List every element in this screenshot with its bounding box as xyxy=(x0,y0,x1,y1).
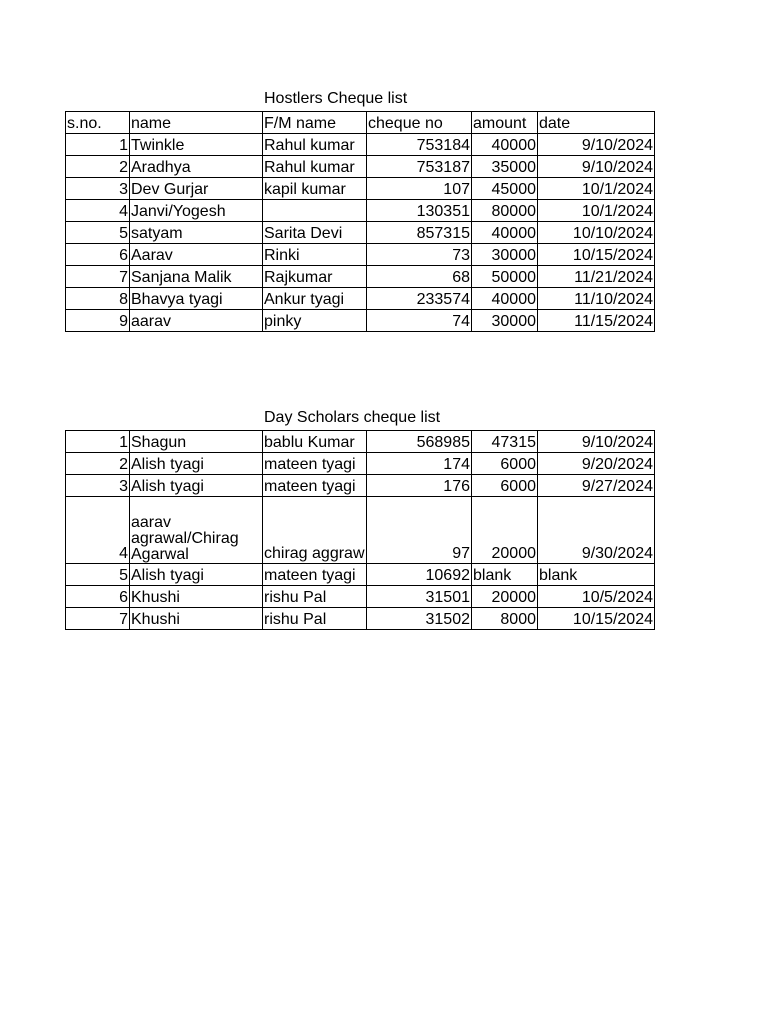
cell-amount[interactable]: 80000 xyxy=(472,200,538,222)
table-row xyxy=(66,200,655,222)
cell-fm-name[interactable]: Sarita Devi xyxy=(263,222,367,244)
cell-cheque-no[interactable]: 753184 xyxy=(367,134,472,156)
cell-sno[interactable]: 5 xyxy=(66,564,130,586)
cell-date[interactable]: 10/1/2024 xyxy=(538,178,655,200)
cell-name[interactable]: Alish tyagi xyxy=(130,564,263,586)
cell-fm-name[interactable]: mateen tyagi xyxy=(263,475,367,497)
cell-cheque-no[interactable]: 73 xyxy=(367,244,472,266)
cell-amount[interactable]: 6000 xyxy=(472,453,538,475)
cell-fm-name[interactable] xyxy=(263,200,367,222)
cell-amount[interactable]: blank xyxy=(472,564,538,586)
cell-name[interactable]: aarav agrawal/Chirag Agarwal xyxy=(130,497,263,564)
day-scholars-cheque-table xyxy=(65,430,655,630)
cell-amount[interactable]: 30000 xyxy=(472,310,538,332)
cell-sno[interactable]: 1 xyxy=(66,431,130,453)
cell-amount[interactable]: 50000 xyxy=(472,266,538,288)
cell-cheque-no[interactable]: 10692 xyxy=(367,564,472,586)
cell-fm-name[interactable]: kapil kumar xyxy=(263,178,367,200)
cell-name[interactable]: Janvi/Yogesh xyxy=(130,200,263,222)
cell-sno[interactable]: 9 xyxy=(66,310,130,332)
table-row xyxy=(66,497,655,564)
header-cheque-no[interactable]: cheque no xyxy=(367,112,472,134)
table-row xyxy=(66,431,655,453)
table-row xyxy=(66,134,655,156)
header-name[interactable]: name xyxy=(130,112,263,134)
hostlers-table-title: Hostlers Cheque list xyxy=(264,90,408,107)
cell-cheque-no[interactable]: 568985 xyxy=(367,431,472,453)
cell-amount[interactable]: 30000 xyxy=(472,244,538,266)
cell-name[interactable]: Shagun xyxy=(130,431,263,453)
cell-cheque-no[interactable]: 74 xyxy=(367,310,472,332)
cell-name[interactable]: Aarav xyxy=(130,244,263,266)
cell-cheque-no[interactable]: 31502 xyxy=(367,608,472,630)
cell-cheque-no[interactable]: 130351 xyxy=(367,200,472,222)
cell-name[interactable]: Bhavya tyagi xyxy=(130,288,263,310)
cell-date[interactable]: 11/10/2024 xyxy=(538,288,655,310)
cell-fm-name[interactable]: bablu Kumar xyxy=(263,431,367,453)
cell-fm-name[interactable]: Ankur tyagi xyxy=(263,288,367,310)
cell-fm-name[interactable]: chirag aggraw xyxy=(263,497,367,564)
cell-fm-name[interactable]: rishu Pal xyxy=(263,586,367,608)
cell-sno[interactable]: 8 xyxy=(66,288,130,310)
cell-amount[interactable]: 8000 xyxy=(472,608,538,630)
cell-sno[interactable]: 6 xyxy=(66,244,130,266)
cell-fm-name[interactable]: mateen tyagi xyxy=(263,564,367,586)
table-row xyxy=(66,244,655,266)
table-row xyxy=(66,156,655,178)
cell-name[interactable]: Dev Gurjar xyxy=(130,178,263,200)
cell-sno[interactable]: 7 xyxy=(66,608,130,630)
cell-name[interactable]: satyam xyxy=(130,222,263,244)
cell-sno[interactable]: 2 xyxy=(66,453,130,475)
cell-date[interactable]: 9/10/2024 xyxy=(538,156,655,178)
cell-sno[interactable]: 1 xyxy=(66,134,130,156)
cell-name[interactable]: Twinkle xyxy=(130,134,263,156)
header-date[interactable]: date xyxy=(538,112,655,134)
cell-date[interactable]: 9/30/2024 xyxy=(538,497,655,564)
cell-name[interactable]: Alish tyagi xyxy=(130,475,263,497)
table-row xyxy=(66,266,655,288)
cell-amount[interactable]: 20000 xyxy=(472,586,538,608)
cell-name[interactable]: Khushi xyxy=(130,586,263,608)
cell-sno[interactable]: 3 xyxy=(66,178,130,200)
cell-fm-name[interactable]: mateen tyagi xyxy=(263,453,367,475)
table-row xyxy=(66,310,655,332)
cell-amount[interactable]: 40000 xyxy=(472,134,538,156)
table-row xyxy=(66,453,655,475)
cell-amount[interactable]: 47315 xyxy=(472,431,538,453)
cell-cheque-no[interactable]: 31501 xyxy=(367,586,472,608)
cell-name[interactable]: aarav xyxy=(130,310,263,332)
cell-date[interactable]: 9/20/2024 xyxy=(538,453,655,475)
cell-date[interactable]: 11/15/2024 xyxy=(538,310,655,332)
cell-name[interactable]: Khushi xyxy=(130,608,263,630)
cell-fm-name[interactable]: Rajkumar xyxy=(263,266,367,288)
cell-date[interactable]: 9/27/2024 xyxy=(538,475,655,497)
header-sno[interactable]: s.no. xyxy=(66,112,130,134)
cell-name[interactable]: Sanjana Malik xyxy=(130,266,263,288)
cell-cheque-no[interactable]: 233574 xyxy=(367,288,472,310)
cell-sno[interactable]: 3 xyxy=(66,475,130,497)
cell-sno[interactable]: 4 xyxy=(66,497,130,564)
cell-fm-name[interactable]: Rinki xyxy=(263,244,367,266)
cell-cheque-no[interactable]: 176 xyxy=(367,475,472,497)
cell-date[interactable]: 10/5/2024 xyxy=(538,586,655,608)
cell-fm-name[interactable]: pinky xyxy=(263,310,367,332)
cell-cheque-no[interactable]: 857315 xyxy=(367,222,472,244)
cell-date[interactable]: 9/10/2024 xyxy=(538,134,655,156)
table-row xyxy=(66,586,655,608)
header-amount[interactable]: amount xyxy=(472,112,538,134)
cell-sno[interactable]: 4 xyxy=(66,200,130,222)
table-row xyxy=(66,178,655,200)
table-header-row xyxy=(66,112,655,134)
cell-sno[interactable]: 6 xyxy=(66,586,130,608)
cell-fm-name[interactable]: rishu Pal xyxy=(263,608,367,630)
table-row xyxy=(66,564,655,586)
cell-cheque-no[interactable]: 174 xyxy=(367,453,472,475)
cell-sno[interactable]: 7 xyxy=(66,266,130,288)
table-row xyxy=(66,608,655,630)
cell-cheque-no[interactable]: 68 xyxy=(367,266,472,288)
cell-fm-name[interactable]: Rahul kumar xyxy=(263,156,367,178)
cell-date[interactable]: 10/1/2024 xyxy=(538,200,655,222)
cell-date[interactable]: 10/15/2024 xyxy=(538,608,655,630)
cell-amount[interactable]: 45000 xyxy=(472,178,538,200)
cell-sno[interactable]: 2 xyxy=(66,156,130,178)
cell-amount[interactable]: 20000 xyxy=(472,497,538,564)
cell-amount[interactable]: 35000 xyxy=(472,156,538,178)
cell-name[interactable]: Alish tyagi xyxy=(130,453,263,475)
cell-cheque-no[interactable]: 97 xyxy=(367,497,472,564)
cell-amount[interactable]: 40000 xyxy=(472,288,538,310)
cell-cheque-no[interactable]: 753187 xyxy=(367,156,472,178)
cell-date[interactable]: 10/10/2024 xyxy=(538,222,655,244)
cell-name[interactable]: Aradhya xyxy=(130,156,263,178)
cell-date[interactable]: 10/15/2024 xyxy=(538,244,655,266)
cell-amount[interactable]: 6000 xyxy=(472,475,538,497)
table-row xyxy=(66,475,655,497)
cell-date[interactable]: 9/10/2024 xyxy=(538,431,655,453)
cell-amount[interactable]: 40000 xyxy=(472,222,538,244)
cell-date[interactable]: 11/21/2024 xyxy=(538,266,655,288)
cell-date[interactable]: blank xyxy=(538,564,655,586)
table-row xyxy=(66,288,655,310)
cell-fm-name[interactable]: Rahul kumar xyxy=(263,134,367,156)
hostlers-cheque-table xyxy=(65,111,655,332)
day-scholars-table-title: Day Scholars cheque list xyxy=(264,409,441,426)
table-row xyxy=(66,222,655,244)
cell-sno[interactable]: 5 xyxy=(66,222,130,244)
cell-cheque-no[interactable]: 107 xyxy=(367,178,472,200)
header-fm-name[interactable]: F/M name xyxy=(263,112,367,134)
